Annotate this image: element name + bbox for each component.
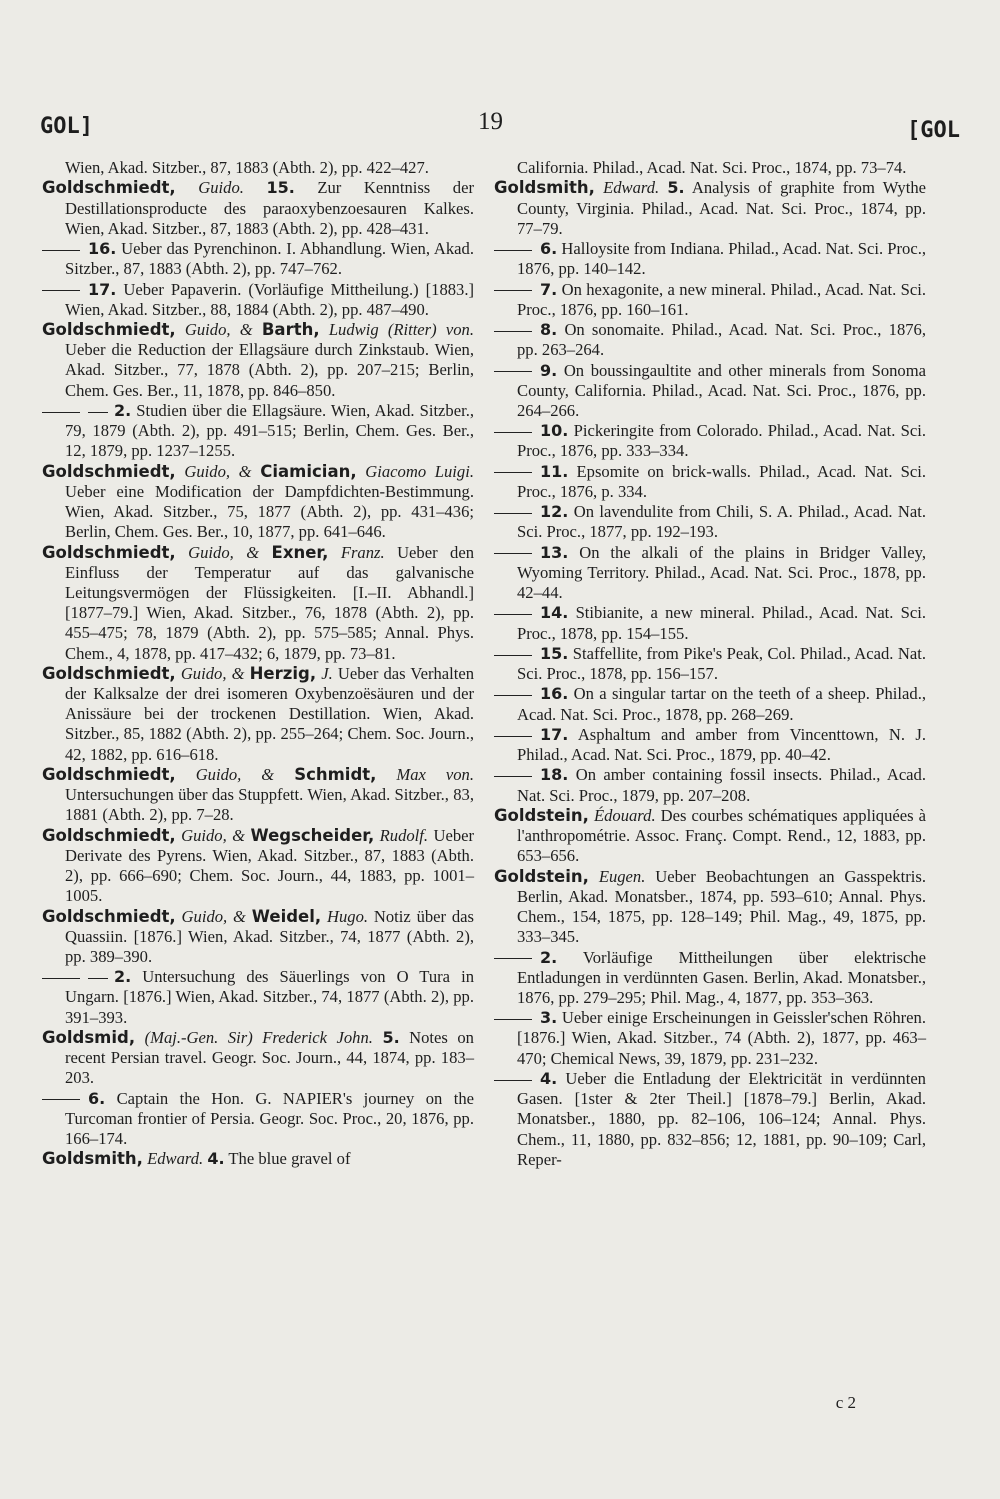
author-name: Goldstein, <box>494 866 589 886</box>
bibliography-entry <box>494 502 926 542</box>
entry-number: 4. <box>207 1149 225 1169</box>
entry-number: 17. <box>88 279 117 299</box>
author-name: Goldschmiedt, <box>42 825 176 845</box>
ditto-dash <box>42 1099 80 1100</box>
entry-text: Wien, Akad. Sitzber., 87, 1883 (Abth. 2), pp. 422–427. <box>65 158 429 177</box>
entry-text: Ueber die Entladung der Elektricität in verdünnten Gasen. [1ster & 2ter Theil.] [1878–79.] Berlin, Akad. Monatsber., 1880, pp. 82–106, 106–124; Annal. Phys. Chem., 11, 1880, pp. 832–856; 12, 1881, pp. 90–109; Carl, Reper- <box>517 1068 926 1169</box>
bibliography-entry <box>42 765 474 826</box>
bibliography-entry <box>42 320 474 401</box>
coauthor-given: J. <box>321 663 333 683</box>
coauthor-name: Ciamician, <box>260 461 357 481</box>
entry-number: 16. <box>540 684 569 704</box>
entry-text: On amber containing fossil insects. Philad., Acad. Nat. Sci. Proc., 1879, pp. 207–208. <box>517 765 926 805</box>
bibliography-entry <box>494 158 926 178</box>
bibliography-entry <box>494 867 926 948</box>
entry-text: Staffellite, from Pike's Peak, Col. Philad., Acad. Nat. Sci. Proc., 1878, pp. 156–157. <box>517 643 926 684</box>
author-name: Goldschmiedt, <box>42 461 176 481</box>
entry-text: Ueber Papaverin. (Vorläufige Mittheilung.) [1883.] Wien, Akad. Sitzber., 88, 1884 (Abth. 2), pp. 487–490. <box>65 279 475 319</box>
entry-number: 3. <box>540 1008 558 1028</box>
author-name: Goldschmiedt, <box>42 320 176 339</box>
entry-number: 16. <box>88 239 117 258</box>
bibliography-entry <box>494 462 926 502</box>
ditto-dash <box>494 331 532 332</box>
entry-text: On sonomaite. Philad., Acad. Nat. Sci. Proc., 1876, pp. 263–264. <box>517 320 926 360</box>
entry-text: Ueber Derivate des Pyrens. Wien, Akad. Sitzber., 87, 1883 (Abth. 2), pp. 666–690; Chem. Soc. Journ., 44, 1883, pp. 1001–1005. <box>65 825 475 906</box>
bibliography-entry <box>494 178 926 239</box>
entry-text: The blue gravel of <box>228 1149 351 1169</box>
entry-number: 6. <box>88 1088 106 1108</box>
ditto-dash <box>42 978 80 979</box>
entry-text: Ueber die Reduction der Ellagsäure durch Zinkstaub. Wien, Akad. Sitzber., 77, 1878 (Abth. 2), pp. 207–215; Berlin, Chem. Ges. Ber., 11, 1878, pp. 846–850. <box>65 340 474 400</box>
coauthor-name: Weidel, <box>251 906 322 926</box>
entry-text: Pickeringite from Colorado. Philad., Acad. Nat. Sci. Proc., 1876, pp. 333–334. <box>517 421 926 461</box>
bibliography-entry <box>42 826 474 907</box>
bibliography-entry <box>42 280 474 320</box>
author-given: Édouard. <box>593 805 656 825</box>
author-name: Goldschmiedt, <box>42 906 176 926</box>
entry-text: On the alkali of the plains in Bridger Valley, Wyoming Territory. Philad., Acad. Nat. Sci. Proc., 1878, pp. 42–44. <box>517 542 927 603</box>
author-given: Guido, & <box>180 663 245 683</box>
entry-text: Des courbes schématiques appliquées à l'anthropométrie. Assoc. Franç. Compt. Rend., 12, 1883, pp. 653–656. <box>517 805 927 866</box>
entry-text: Notes on recent Persian travel. Geogr. Soc. Journ., 44, 1874, pp. 183–203. <box>65 1027 474 1088</box>
entry-text: Stibianite, a new mineral. Philad., Acad. Nat. Sci. Proc., 1878, pp. 154–155. <box>517 603 926 643</box>
entry-text: Notiz über das Quassiin. [1876.] Wien, Akad. Sitzber., 74, 1877 (Abth. 2), pp. 389–390. <box>65 906 475 966</box>
entry-text: On lavendulite from Chili, S. A. Philad., Acad. Nat. Sci. Proc., 1877, pp. 192–193. <box>517 502 926 542</box>
ditto-dash <box>494 1080 532 1081</box>
author-given: Guido, & <box>181 825 246 845</box>
entry-text: On a singular tartar on the teeth of a sheep. Philad., Acad. Nat. Sci. Proc., 1878, pp. 268–269. <box>517 684 926 724</box>
ditto-dash <box>494 472 532 473</box>
author-given: Edward. <box>603 178 660 198</box>
bibliography-entry <box>494 1069 926 1170</box>
ditto-dash <box>494 1019 532 1020</box>
coauthor-name: Exner, <box>271 542 329 562</box>
ditto-dash <box>494 736 532 737</box>
bibliography-entry <box>42 907 474 968</box>
left-column <box>42 158 474 1170</box>
coauthor-name: Schmidt, <box>294 764 377 784</box>
bibliography-entry <box>494 320 926 360</box>
ditto-dash <box>494 250 532 251</box>
entry-number: 15. <box>266 178 295 198</box>
ditto-dash <box>42 290 80 291</box>
bibliography-entry <box>494 603 926 643</box>
ditto-dash <box>494 958 532 959</box>
author-given: (Maj.-Gen. Sir) Frederick John. <box>144 1027 373 1047</box>
entry-text: Ueber einige Erscheinungen in Geissler'schen Röhren. [1876.] Wien, Akad. Sitzber., 74 (Abth. 2), 1877, pp. 463–470; Chemical News, 39, 1879, pp. 231–232. <box>517 1008 926 1068</box>
entry-number: 11. <box>540 461 569 481</box>
author-name: Goldsmid, <box>42 1027 136 1047</box>
entry-text: Zur Kenntniss der Destillationsproducte des paraoxybenzoesauren Kalkes. Wien, Akad. Sitzber., 87, 1883 (Abth. 2), pp. 428–431. <box>65 178 474 238</box>
entry-number: 5. <box>382 1027 400 1047</box>
running-head-right: [GOL <box>907 118 960 143</box>
entry-number: 13. <box>540 542 569 562</box>
entry-text: Vorläufige Mittheilungen über elektrische Entladungen in verdünnten Gasen. Berlin, Akad. Monatsber., 1876, pp. 279–295; Phil. Mag., 4, 1877, pp. 353–363. <box>517 947 926 1007</box>
bibliography-entry <box>494 1008 926 1069</box>
entry-number: 2. <box>114 400 132 420</box>
coauthor-given: Hugo. <box>327 906 369 926</box>
entry-text: Ueber Beobachtungen an Gasspektris. Berlin, Akad. Monatsber., 1874, pp. 593–610; Annal. Phys. Chem., 154, 1875, pp. 128–149; Phil. Mag., 49, 1875, pp. 333–345. <box>517 866 926 947</box>
entry-number: 14. <box>540 603 569 623</box>
ditto-dash <box>494 513 532 514</box>
entry-text: Asphaltum and amber from Vincenttown, N. J. Philad., Acad. Nat. Sci. Proc., 1879, pp. 40–42. <box>517 724 926 765</box>
coauthor-name: Barth, <box>261 320 320 339</box>
entry-text: Untersuchung des Säuerlings von O Tura in Ungarn. [1876.] Wien, Akad. Sitzber., 74, 1877 (Abth. 2), pp. 391–393. <box>65 967 474 1027</box>
author-given: Guido, & <box>184 461 252 481</box>
signature-mark: c 2 <box>835 1393 856 1412</box>
entry-text: California. Philad., Acad. Nat. Sci. Proc., 1874, pp. 73–74. <box>517 158 907 177</box>
entry-text: On boussingaultite and other minerals from Sonoma County, California. Philad., Acad. Nat. Sci. Proc., 1876, pp. 264–266. <box>517 360 926 420</box>
entry-text: Halloysite from Indiana. Philad., Acad. Nat. Sci. Proc., 1876, pp. 140–142. <box>517 239 927 279</box>
bibliography-entry <box>494 684 926 724</box>
entry-number: 5. <box>667 178 685 198</box>
ditto-dash <box>494 695 532 696</box>
ditto-dash <box>494 553 532 554</box>
entry-number: 7. <box>540 279 558 299</box>
bibliography-entry <box>42 462 474 543</box>
entry-number: 2. <box>114 967 132 987</box>
right-column <box>494 158 926 1170</box>
entry-text: Captain the Hon. G. NAPIER's journey on the Turcoman frontier of Persia. Geogr. Soc. Proc., 20, 1876, pp. 166–174. <box>65 1088 474 1149</box>
entry-number: 10. <box>540 421 569 441</box>
ditto-dash <box>494 614 532 615</box>
bibliography-entry <box>494 421 926 461</box>
entry-number: 18. <box>540 765 569 785</box>
entry-number: 2. <box>540 947 558 967</box>
entry-text: Epsomite on brick-walls. Philad., Acad. Nat. Sci. Proc., 1876, p. 334. <box>517 461 926 501</box>
author-given: Eugen. <box>598 866 646 886</box>
author-name: Goldstein, <box>494 805 589 825</box>
bibliography-entry <box>494 361 926 422</box>
entry-number: 15. <box>540 643 569 663</box>
bibliography-entry <box>42 664 474 765</box>
entry-text: Ueber den Einfluss der Temperatur auf das galvanische Leitungsvermögen der Flüssigkeiten. [I.–II. Abhandl.] [1877–79.] Wien, Akad. Sitzber., 76, 1878 (Abth. 2), pp. 455–475; 78, 1879 (Abth. 2), pp. 575–585; Annal. Phys. Chem., 4, 1878, pp. 417–432; 6, 1879, pp. 73–81. <box>65 542 474 663</box>
bibliography-entry <box>494 948 926 1009</box>
entry-text: Ueber das Pyrenchinon. I. Abhandlung. Wien, Akad. Sitzber., 87, 1883 (Abth. 2), pp. 747–762. <box>65 239 474 279</box>
coauthor-given: Ludwig (Ritter) von. <box>328 320 474 339</box>
entry-text: Ueber eine Modification der Dampfdichten-Bestimmung. Wien, Akad. Sitzber., 75, 1877 (Abth. 2), pp. 431–436; Berlin, Chem. Ges. Ber., 10, 1877, pp. 641–646. <box>65 481 474 542</box>
entry-text: Studien über die Ellagsäure. Wien, Akad. Sitzber., 79, 1879 (Abth. 2), pp. 491–515; Berlin, Chem. Ges. Ber., 12, 1879, pp. 1237–1255. <box>65 400 474 461</box>
author-name: Goldsmith, <box>42 1149 143 1169</box>
coauthor-name: Herzig, <box>249 663 317 683</box>
bibliography-entry <box>494 280 926 320</box>
bibliography-entry <box>42 1089 474 1150</box>
entry-text: Analysis of graphite from Wythe County, Virginia. Philad., Acad. Nat. Sci. Proc., 1874, pp. 77–79. <box>517 178 926 238</box>
entry-number: 17. <box>540 724 569 744</box>
bibliography-entry <box>494 239 926 279</box>
bibliography-entry <box>42 543 474 664</box>
bibliography-entry <box>42 967 474 1028</box>
bibliography-entry <box>42 401 474 462</box>
entry-number: 4. <box>540 1068 558 1088</box>
ditto-dash <box>42 250 80 251</box>
bibliography-entry <box>494 765 926 805</box>
coauthor-name: Wegscheider, <box>250 825 375 845</box>
entry-text: Untersuchungen über das Stuppfett. Wien, Akad. Sitzber., 83, 1881 (Abth. 2), pp. 7–28. <box>65 785 474 825</box>
bibliography-entry <box>42 1149 474 1169</box>
bibliography-entry <box>42 239 474 279</box>
page-number: 19 <box>478 108 503 135</box>
author-given: Guido, & <box>181 906 246 926</box>
bibliography-entry <box>494 806 926 867</box>
author-name: Goldschmiedt, <box>42 663 176 683</box>
entry-number: 6. <box>540 239 558 258</box>
entry-number: 12. <box>540 502 569 522</box>
ditto-dash <box>494 655 532 656</box>
bibliography-entry <box>494 725 926 765</box>
coauthor-given: Max von. <box>396 764 474 784</box>
author-given: Guido, & <box>188 542 260 562</box>
bibliography-entry <box>42 178 474 239</box>
bibliography-entry <box>494 644 926 684</box>
coauthor-given: Franz. <box>340 542 385 562</box>
coauthor-given: Rudolf. <box>379 825 429 845</box>
author-given: Edward. <box>147 1149 204 1169</box>
author-given: Guido. <box>198 178 244 198</box>
author-name: Goldschmiedt, <box>42 542 176 562</box>
bibliography-entry <box>42 158 474 178</box>
coauthor-given: Giacomo Luigi. <box>365 461 474 481</box>
entry-text: On hexagonite, a new mineral. Philad., Acad. Nat. Sci. Proc., 1876, pp. 160–161. <box>517 279 926 319</box>
author-given: Guido, & <box>184 320 253 339</box>
bibliography-entry <box>494 543 926 604</box>
ditto-dash <box>88 978 108 979</box>
author-given: Guido, & <box>195 764 275 784</box>
ditto-dash <box>88 412 108 413</box>
ditto-dash <box>494 432 532 433</box>
ditto-dash <box>42 412 80 413</box>
entry-number: 9. <box>540 360 558 380</box>
bibliography-entry <box>42 1028 474 1089</box>
entry-number: 8. <box>540 320 558 339</box>
ditto-dash <box>494 290 532 291</box>
author-name: Goldsmith, <box>494 178 595 198</box>
ditto-dash <box>494 776 532 777</box>
entry-text: Ueber das Verhalten der Kalksalze der drei isomeren Oxybenzoësäuren und der Anissäure bei der trockenen Destillation. Wien, Akad. Sitzber., 85, 1882 (Abth. 2), pp. 255–264; Chem. Soc. Journ., 42, 1882, pp. 616–618. <box>65 663 475 764</box>
author-name: Goldschmiedt, <box>42 764 176 784</box>
running-head-left: GOL] <box>40 114 93 139</box>
author-name: Goldschmiedt, <box>42 178 176 198</box>
ditto-dash <box>494 371 532 372</box>
